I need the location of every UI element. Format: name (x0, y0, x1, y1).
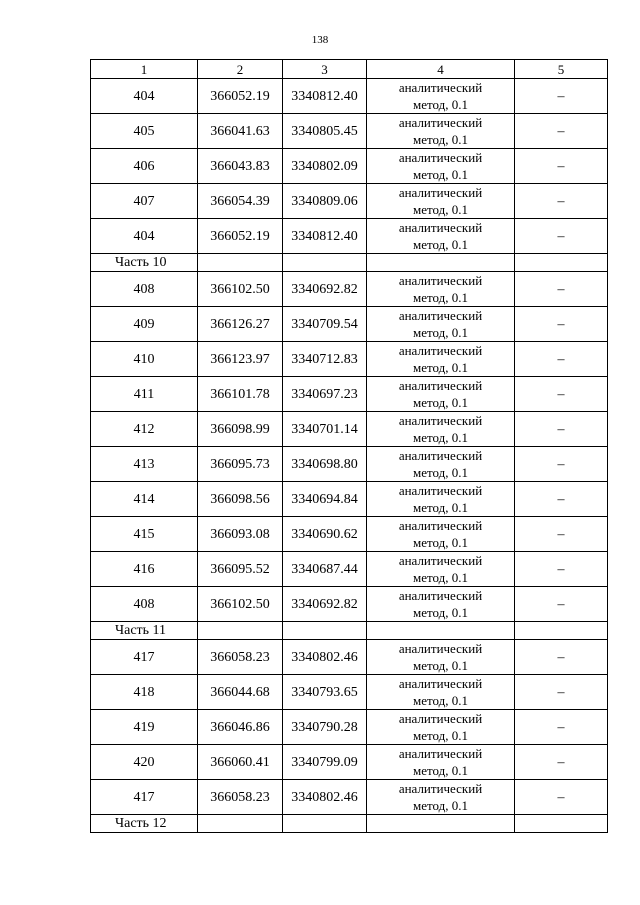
method-line-1: аналитический (398, 185, 483, 200)
point-number-cell: 404 (91, 219, 198, 254)
point-number-cell: 414 (91, 482, 198, 517)
method-cell (367, 307, 515, 342)
empty-cell (283, 815, 367, 833)
method-line-1: аналитический (398, 448, 483, 463)
point-number-cell: 417 (91, 780, 198, 815)
method-line-1: аналитический (398, 343, 483, 358)
note-cell: – (515, 412, 608, 447)
table-row (91, 675, 608, 710)
y-coordinate-cell: 3340790.28 (283, 710, 367, 745)
note-cell: – (515, 184, 608, 219)
point-number-cell: 409 (91, 307, 198, 342)
method-cell (367, 377, 515, 412)
table-row (91, 272, 608, 307)
point-number-cell: 412 (91, 412, 198, 447)
y-coordinate-cell: 3340812.40 (283, 79, 367, 114)
note-cell: – (515, 587, 608, 622)
note-cell: – (515, 79, 608, 114)
method-cell (367, 79, 515, 114)
point-number-cell: 418 (91, 675, 198, 710)
note-cell: – (515, 377, 608, 412)
method-cell (367, 640, 515, 675)
y-coordinate-cell: 3340697.23 (283, 377, 367, 412)
part-row (91, 622, 608, 640)
y-coordinate-cell: 3340690.62 (283, 517, 367, 552)
part-label: Часть 12 (91, 815, 198, 833)
y-coordinate-cell: 3340802.46 (283, 640, 367, 675)
empty-cell (367, 622, 515, 640)
method-line-1: аналитический (398, 115, 483, 130)
point-number-cell: 410 (91, 342, 198, 377)
point-number-cell: 404 (91, 79, 198, 114)
empty-cell (515, 254, 608, 272)
method-cell (367, 745, 515, 780)
y-coordinate-cell: 3340802.09 (283, 149, 367, 184)
method-line-1: аналитический (398, 413, 483, 428)
table-row (91, 517, 608, 552)
column-header: 3 (283, 60, 367, 79)
empty-cell (367, 815, 515, 833)
x-coordinate-cell: 366102.50 (198, 587, 283, 622)
x-coordinate-cell: 366123.97 (198, 342, 283, 377)
x-coordinate-cell: 366095.73 (198, 447, 283, 482)
empty-cell (198, 622, 283, 640)
y-coordinate-cell: 3340793.65 (283, 675, 367, 710)
y-coordinate-cell: 3340687.44 (283, 552, 367, 587)
table-row (91, 377, 608, 412)
method-line-1: аналитический (398, 553, 483, 568)
method-line-2: метод, 0.1 (413, 798, 468, 813)
x-coordinate-cell: 366093.08 (198, 517, 283, 552)
note-cell: – (515, 675, 608, 710)
point-number-cell: 416 (91, 552, 198, 587)
x-coordinate-cell: 366098.56 (198, 482, 283, 517)
note-cell: – (515, 447, 608, 482)
note-cell: – (515, 780, 608, 815)
method-line-2: метод, 0.1 (413, 167, 468, 182)
note-cell: – (515, 710, 608, 745)
empty-cell (283, 254, 367, 272)
x-coordinate-cell: 366058.23 (198, 640, 283, 675)
x-coordinate-cell: 366054.39 (198, 184, 283, 219)
method-line-2: метод, 0.1 (413, 605, 468, 620)
y-coordinate-cell: 3340805.45 (283, 114, 367, 149)
y-coordinate-cell: 3340712.83 (283, 342, 367, 377)
point-number-cell: 407 (91, 184, 198, 219)
method-line-1: аналитический (398, 588, 483, 603)
empty-cell (515, 815, 608, 833)
method-cell (367, 552, 515, 587)
method-line-1: аналитический (398, 746, 483, 761)
part-label: Часть 10 (91, 254, 198, 272)
x-coordinate-cell: 366046.86 (198, 710, 283, 745)
column-header: 5 (515, 60, 608, 79)
y-coordinate-cell: 3340698.80 (283, 447, 367, 482)
x-coordinate-cell: 366052.19 (198, 219, 283, 254)
note-cell: – (515, 114, 608, 149)
y-coordinate-cell: 3340692.82 (283, 272, 367, 307)
x-coordinate-cell: 366060.41 (198, 745, 283, 780)
point-number-cell: 417 (91, 640, 198, 675)
method-cell (367, 710, 515, 745)
table-row (91, 184, 608, 219)
method-cell (367, 675, 515, 710)
x-coordinate-cell: 366058.23 (198, 780, 283, 815)
y-coordinate-cell: 3340799.09 (283, 745, 367, 780)
table-row (91, 447, 608, 482)
method-cell (367, 517, 515, 552)
y-coordinate-cell: 3340709.54 (283, 307, 367, 342)
method-line-1: аналитический (398, 483, 483, 498)
method-line-2: метод, 0.1 (413, 535, 468, 550)
method-line-2: метод, 0.1 (413, 395, 468, 410)
method-line-2: метод, 0.1 (413, 658, 468, 673)
method-line-1: аналитический (398, 150, 483, 165)
x-coordinate-cell: 366043.83 (198, 149, 283, 184)
method-line-2: метод, 0.1 (413, 360, 468, 375)
method-cell (367, 149, 515, 184)
point-number-cell: 419 (91, 710, 198, 745)
note-cell: – (515, 342, 608, 377)
method-line-2: метод, 0.1 (413, 202, 468, 217)
table-header-row (91, 60, 608, 79)
table-row (91, 710, 608, 745)
point-number-cell: 405 (91, 114, 198, 149)
method-cell (367, 342, 515, 377)
method-cell (367, 482, 515, 517)
method-cell (367, 219, 515, 254)
method-line-2: метод, 0.1 (413, 465, 468, 480)
method-line-2: метод, 0.1 (413, 430, 468, 445)
method-line-2: метод, 0.1 (413, 325, 468, 340)
part-row (91, 254, 608, 272)
table-row (91, 114, 608, 149)
note-cell: – (515, 219, 608, 254)
method-cell (367, 184, 515, 219)
table-row (91, 640, 608, 675)
method-line-2: метод, 0.1 (413, 97, 468, 112)
method-line-2: метод, 0.1 (413, 728, 468, 743)
method-line-2: метод, 0.1 (413, 570, 468, 585)
table-row (91, 79, 608, 114)
x-coordinate-cell: 366098.99 (198, 412, 283, 447)
coordinates-table (90, 59, 608, 833)
method-line-1: аналитический (398, 80, 483, 95)
x-coordinate-cell: 366101.78 (198, 377, 283, 412)
table-row (91, 552, 608, 587)
point-number-cell: 415 (91, 517, 198, 552)
note-cell: – (515, 272, 608, 307)
table-row (91, 412, 608, 447)
method-line-2: метод, 0.1 (413, 763, 468, 778)
column-header: 2 (198, 60, 283, 79)
table-row (91, 219, 608, 254)
method-line-2: метод, 0.1 (413, 132, 468, 147)
table-row (91, 587, 608, 622)
method-line-1: аналитический (398, 781, 483, 796)
method-line-1: аналитический (398, 641, 483, 656)
y-coordinate-cell: 3340809.06 (283, 184, 367, 219)
y-coordinate-cell: 3340701.14 (283, 412, 367, 447)
method-line-1: аналитический (398, 676, 483, 691)
page-number: 138 (311, 34, 329, 46)
method-line-1: аналитический (398, 220, 483, 235)
empty-cell (515, 622, 608, 640)
note-cell: – (515, 482, 608, 517)
table-row (91, 780, 608, 815)
table-row (91, 342, 608, 377)
empty-cell (283, 622, 367, 640)
method-cell (367, 447, 515, 482)
method-cell (367, 587, 515, 622)
point-number-cell: 408 (91, 587, 198, 622)
point-number-cell: 408 (91, 272, 198, 307)
table-body (91, 60, 608, 833)
y-coordinate-cell: 3340692.82 (283, 587, 367, 622)
table-row (91, 745, 608, 780)
part-row (91, 815, 608, 833)
note-cell: – (515, 552, 608, 587)
table-row (91, 149, 608, 184)
method-cell (367, 114, 515, 149)
method-line-2: метод, 0.1 (413, 237, 468, 252)
method-line-2: метод, 0.1 (413, 290, 468, 305)
column-header: 4 (367, 60, 515, 79)
note-cell: – (515, 745, 608, 780)
note-cell: – (515, 517, 608, 552)
note-cell: – (515, 640, 608, 675)
x-coordinate-cell: 366126.27 (198, 307, 283, 342)
x-coordinate-cell: 366102.50 (198, 272, 283, 307)
method-cell (367, 780, 515, 815)
point-number-cell: 420 (91, 745, 198, 780)
empty-cell (198, 254, 283, 272)
method-line-1: аналитический (398, 308, 483, 323)
x-coordinate-cell: 366052.19 (198, 79, 283, 114)
empty-cell (367, 254, 515, 272)
point-number-cell: 413 (91, 447, 198, 482)
table-row (91, 482, 608, 517)
column-header: 1 (91, 60, 198, 79)
part-label: Часть 11 (91, 622, 198, 640)
note-cell: – (515, 149, 608, 184)
method-line-1: аналитический (398, 273, 483, 288)
method-line-2: метод, 0.1 (413, 500, 468, 515)
x-coordinate-cell: 366095.52 (198, 552, 283, 587)
x-coordinate-cell: 366041.63 (198, 114, 283, 149)
method-line-1: аналитический (398, 711, 483, 726)
method-line-1: аналитический (398, 378, 483, 393)
method-line-1: аналитический (398, 518, 483, 533)
y-coordinate-cell: 3340802.46 (283, 780, 367, 815)
note-cell: – (515, 307, 608, 342)
table-row (91, 307, 608, 342)
method-cell (367, 272, 515, 307)
method-line-2: метод, 0.1 (413, 693, 468, 708)
method-cell (367, 412, 515, 447)
empty-cell (198, 815, 283, 833)
x-coordinate-cell: 366044.68 (198, 675, 283, 710)
point-number-cell: 406 (91, 149, 198, 184)
point-number-cell: 411 (91, 377, 198, 412)
y-coordinate-cell: 3340812.40 (283, 219, 367, 254)
y-coordinate-cell: 3340694.84 (283, 482, 367, 517)
